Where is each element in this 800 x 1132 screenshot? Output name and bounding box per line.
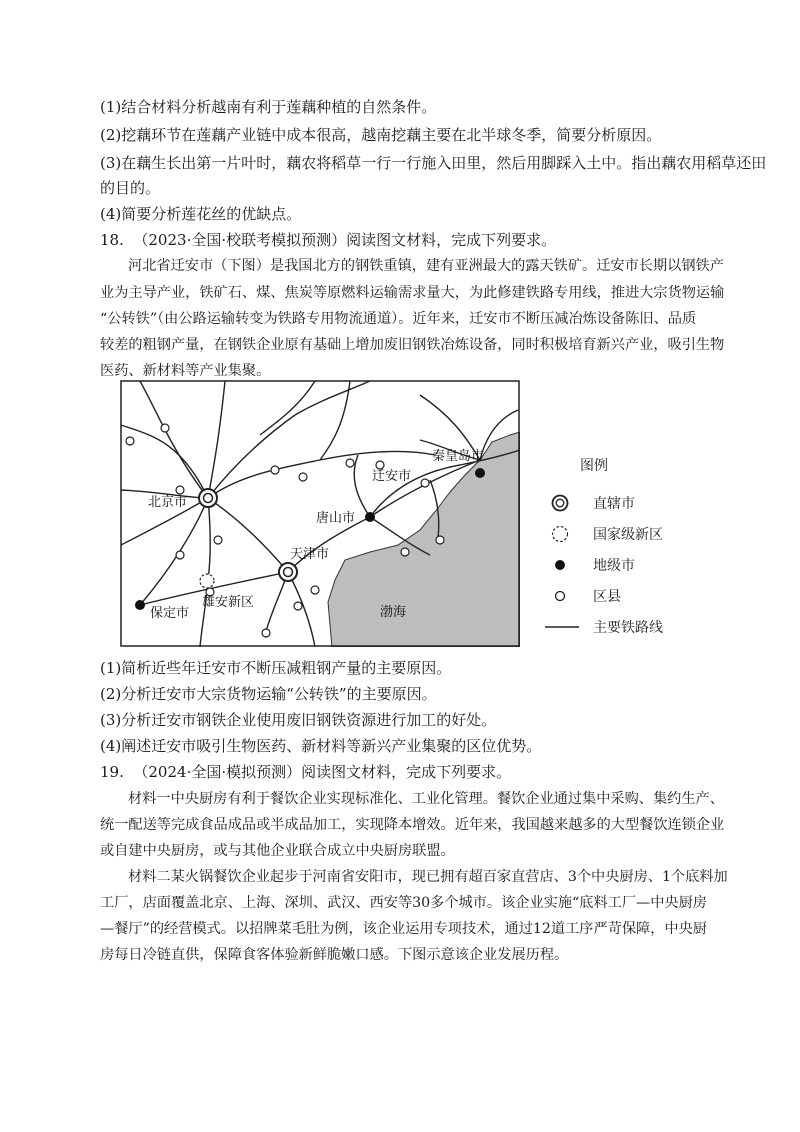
legend-label: 区县 (593, 589, 621, 605)
q17-sub-3: (3)在藕生长出第一片叶时，藕农将稻草一行一行施入田里，然后用脚踩入土中。指出藕农用稻草还田 (100, 154, 767, 172)
q19-header: 19. （2024·全国·模拟预测）阅读图文材料，完成下列要求。 (100, 763, 512, 781)
q18-sub-3: (3)分析迁安市钢铁企业使用废旧钢铁资源进行加工的好处。 (100, 711, 497, 729)
q17-sub-2: (2)挖藕环节在莲藕产业链中成本很高，越南挖藕主要在北半球冬季，简要分析原因。 (100, 126, 662, 144)
county-marker (176, 486, 184, 494)
q17-sub-3-cont: 的目的。 (100, 179, 161, 197)
legend-item-municipality (545, 491, 695, 513)
legend-item-county (545, 584, 695, 606)
map-label-qianan: 迁安市 (372, 469, 412, 484)
county-marker (311, 586, 319, 594)
legend-label: 直辖市 (593, 496, 635, 512)
county-marker (161, 424, 169, 432)
railway-map (120, 380, 520, 647)
prefecture-city-icon (551, 556, 569, 574)
county-marker (126, 437, 134, 445)
legend-item-new-area (545, 522, 695, 544)
q19-material2-line: 材料二某火锅餐饮企业起步于河南省安阳市，现已拥有超百家直营店、3个中央厨房、1个底料加 (128, 869, 728, 885)
county-marker (299, 473, 307, 481)
legend-item-prefecture (545, 553, 695, 575)
map-label-qinhuangdao: 秦皇岛市 (432, 449, 485, 464)
county-marker (294, 602, 302, 610)
map-label-tangshan: 唐山市 (316, 511, 356, 526)
railway-icon (545, 618, 581, 636)
legend-label: 主要铁路线 (593, 620, 663, 636)
county-marker (376, 461, 384, 469)
legend-label: 地级市 (593, 558, 635, 574)
bohai-sea (328, 432, 520, 647)
q18-header: 18. （2023·全国·校联考模拟预测）阅读图文材料，完成下列要求。 (100, 231, 557, 249)
q19-material2-line: 房每日冷链直供，保障食客体验新鲜脆嫩口感。下图示意该企业发展历程。 (100, 947, 569, 963)
county-marker (346, 459, 354, 467)
q18-material-line: 河北省迁安市（下图）是我国北方的钢铁重镇，建有亚洲最大的露天铁矿。迁安市长期以钢铁产 (128, 258, 724, 274)
q18-material-line: 较差的粗钢产量，在钢铁企业原有基础上增加废旧钢铁冶炼设备，同时积极培育新兴产业，吸引生物 (100, 337, 725, 353)
county-marker (401, 548, 409, 556)
county-marker (176, 551, 184, 559)
qinhuangdao-marker (475, 468, 485, 478)
xiongan-marker (200, 574, 214, 588)
q17-sub-1: (1)结合材料分析越南有利于莲藕种植的自然条件。 (100, 98, 437, 116)
tangshan-marker (365, 512, 375, 522)
map-label-bohai: 渤海 (380, 605, 407, 620)
q18-material-line: “公转铁”（由公路运输转变为铁路专用物流通道）。近年来，迁安市不断压减冶炼设备陈旧、品质 (100, 311, 697, 327)
map-label-beijing: 北京市 (148, 495, 188, 510)
q19-material2-line: 工厂，店面覆盖北京、上海、深圳、武汉、西安等30多个城市。该企业实施“底料工厂—中央厨房 (100, 895, 707, 911)
q18-sub-4: (4)阐述迁安市吸引生物医药、新材料等新兴产业集聚的区位优势。 (100, 737, 542, 755)
q19-material1-line: 或自建中央厨房，或与其他企业联合成立中央厨房联盟。 (100, 843, 455, 859)
baoding-marker (135, 600, 145, 610)
county-icon (551, 587, 569, 605)
county-marker (436, 536, 444, 544)
legend-item-railway (545, 615, 695, 637)
q19-material2-line: —餐厅”的经营模式。以招牌菜毛肚为例，该企业运用专项技术，通过12道工序严苛保障，中央厨 (100, 921, 707, 937)
map-label-tianjin: 天津市 (290, 547, 330, 562)
map-label-xiongan: 雄安新区 (202, 595, 255, 610)
legend-label: 国家级新区 (593, 527, 663, 543)
q19-material1-line: 材料一中央厨房有利于餐饮企业实现标准化、工业化管理。餐饮企业通过集中采购、集约生产、 (128, 791, 724, 807)
q19-material1-line: 统一配送等完成食品成品或半成品加工，实现降本增效。近年来，我国越来越多的大型餐饮连锁企业 (100, 817, 725, 833)
q18-sub-1: (1)简析近些年迁安市不断压减粗钢产量的主要原因。 (100, 659, 452, 677)
beijing-marker (199, 489, 217, 507)
tianjin-marker (279, 563, 297, 581)
new-area-icon (551, 525, 569, 543)
q17-sub-4: (4)简要分析莲花丝的优缺点。 (100, 205, 302, 223)
county-marker (262, 629, 270, 637)
municipality-icon (551, 494, 569, 512)
q18-sub-2: (2)分析迁安市大宗货物运输“公转铁”的主要原因。 (100, 685, 437, 703)
county-marker (421, 479, 429, 487)
q18-material-line: 医药、新材料等产业集聚。 (100, 363, 271, 379)
county-marker (214, 536, 222, 544)
railway-map-svg (120, 380, 520, 647)
map-label-baoding: 保定市 (150, 606, 190, 621)
map-legend (545, 455, 695, 655)
county-marker (271, 466, 279, 474)
legend-title: 图例 (580, 458, 608, 474)
q18-material-line: 业为主导产业，铁矿石、煤、焦炭等原燃料运输需求量大，为此修建铁路专用线，推进大宗货物运输 (100, 285, 725, 301)
